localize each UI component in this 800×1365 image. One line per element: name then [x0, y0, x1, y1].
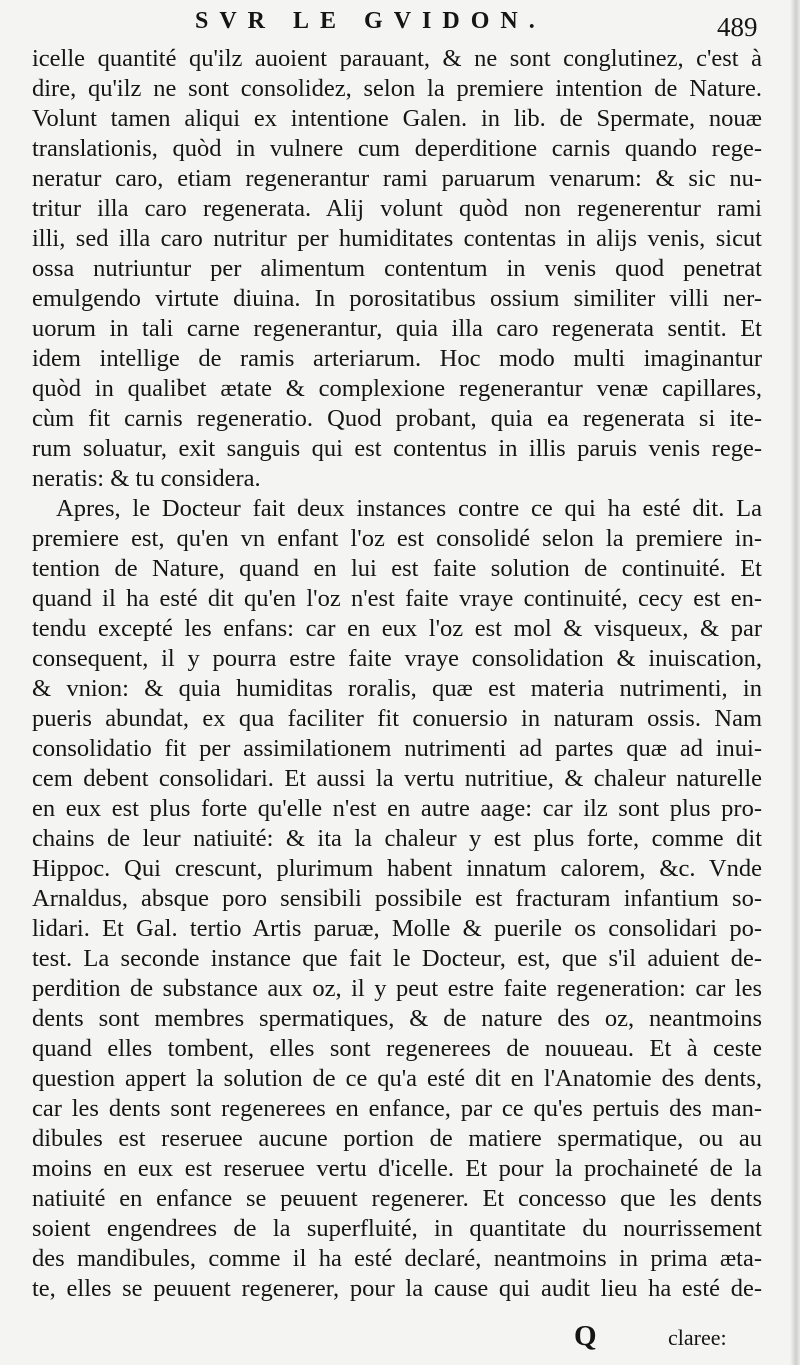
text-line: te, elles se peuuent regenerer, pour la cause qui audit lieu ha esté de-	[32, 1275, 762, 1302]
running-title: SVR LE GVIDON.	[195, 8, 546, 34]
text-line: neratur caro, etiam regenerantur rami paruarum venarum: & sic nu-	[32, 165, 762, 192]
text-line: icelle quantité qu'ilz auoient parauant, & ne sont conglutinez, c'est à	[32, 45, 762, 72]
text-line: premiere est, qu'en vn enfant l'oz est consolidé selon la premiere in-	[32, 525, 762, 552]
text-line: soient engendrees de la superfluité, in quantitate du nourrissement	[32, 1215, 762, 1242]
catchword: claree:	[668, 1325, 727, 1350]
text-line: dire, qu'ilz ne sont consolidez, selon la premiere intention de Nature.	[32, 75, 762, 102]
text-line: & vnion: & quia humiditas roralis, quæ est materia nutrimenti, in	[32, 675, 762, 702]
page-edge-shadow	[790, 0, 800, 1365]
text-line: quòd in qualibet ætate & complexione regenerantur venæ capillares,	[32, 375, 762, 402]
text-line: cùm fit carnis regeneratio. Quod probant, quia ea regenerata si ite-	[32, 405, 762, 432]
text-line: dents sont membres spermatiques, & de nature des oz, neantmoins	[32, 1005, 762, 1032]
text-line: translationis, quòd in vulnere cum deperditione carnis quando rege-	[32, 135, 762, 162]
running-head	[0, 6, 800, 40]
text-line: Volunt tamen aliqui ex intentione Galen. in lib. de Spermate, nouæ	[32, 105, 762, 132]
text-line: tendu excepté les enfans: car en eux l'oz est mol & visqueux, & par	[32, 615, 762, 642]
text-line: question appert la solution de ce qu'a esté dit en l'Anatomie des dents,	[32, 1065, 762, 1092]
text-line: consequent, il y pourra estre faite vraye consolidation & inuiscation,	[32, 645, 762, 672]
catchword-line	[0, 1320, 800, 1356]
text-line: Arnaldus, absque poro sensibili possibile est fracturam infantium so-	[32, 885, 762, 912]
text-line: ossa nutriuntur per alimentum contentum in venis quod penetrat	[32, 255, 762, 282]
text-line: perdition de substance aux oz, il y peut estre faite regeneration: car les	[32, 975, 762, 1002]
text-line: chains de leur natiuité: & ita la chaleur y est plus forte, comme dit	[32, 825, 762, 852]
text-line: Hippoc. Qui crescunt, plurimum habent innatum calorem, &c. Vnde	[32, 855, 762, 882]
paragraph-start-line: Apres, le Docteur fait deux instances contre ce qui ha esté dit. La	[56, 495, 762, 522]
text-line: tritur illa caro regenerata. Alij volunt quòd non regenerentur rami	[32, 195, 762, 222]
text-line: illi, sed illa caro nutritur per humiditates contentas in alijs venis, sicut	[32, 225, 762, 252]
text-line: idem intellige de ramis arteriarum. Hoc modo multi imaginantur	[32, 345, 762, 372]
text-line: en eux est plus forte qu'elle n'est en autre aage: car ilz sont plus pro-	[32, 795, 762, 822]
text-line: des mandibules, comme il ha esté declaré, neantmoins in prima æta-	[32, 1245, 762, 1272]
text-line: tention de Nature, quand en lui est faite solution de continuité. Et	[32, 555, 762, 582]
signature-mark: Q	[574, 1320, 597, 1352]
text-line: consolidatio fit per assimilationem nutrimenti ad partes quæ ad inui-	[32, 735, 762, 762]
text-line: car les dents sont regenerees en enfance, par ce qu'es pertuis des man-	[32, 1095, 762, 1122]
text-line: dibules est reseruee aucune portion de matiere spermatique, ou au	[32, 1125, 762, 1152]
text-line: lidari. Et Gal. tertio Artis paruæ, Molle & puerile os consolidari po-	[32, 915, 762, 942]
text-line: cem debent consolidari. Et aussi la vertu nutritiue, & chaleur naturelle	[32, 765, 762, 792]
text-line: pueris abundat, ex qua faciliter fit conuersio in naturam ossis. Nam	[32, 705, 762, 732]
text-line: rum soluatur, exit sanguis qui est contentus in illis paruis venis rege-	[32, 435, 762, 462]
text-line: test. La seconde instance que fait le Docteur, est, que s'il aduient de-	[32, 945, 762, 972]
text-line: moins en eux est reseruee vertu d'icelle. Et pour la prochaineté de la	[32, 1155, 762, 1182]
paragraph-end-line: neratis: & tu considera.	[32, 465, 261, 492]
page-number: 489	[717, 12, 758, 42]
text-line: emulgendo virtute diuina. In porositatibus ossium similiter villi ner-	[32, 285, 762, 312]
text-line: quand il ha esté dit qu'en l'oz n'est faite vraye continuité, cecy est en-	[32, 585, 762, 612]
text-line: uorum in tali carne regenerantur, quia illa caro regenerata sentit. Et	[32, 315, 762, 342]
text-line: natiuité en enfance se peuuent regenerer. Et concesso que les dents	[32, 1185, 762, 1212]
text-line: quand elles tombent, elles sont regenerees de nouueau. Et à ceste	[32, 1035, 762, 1062]
